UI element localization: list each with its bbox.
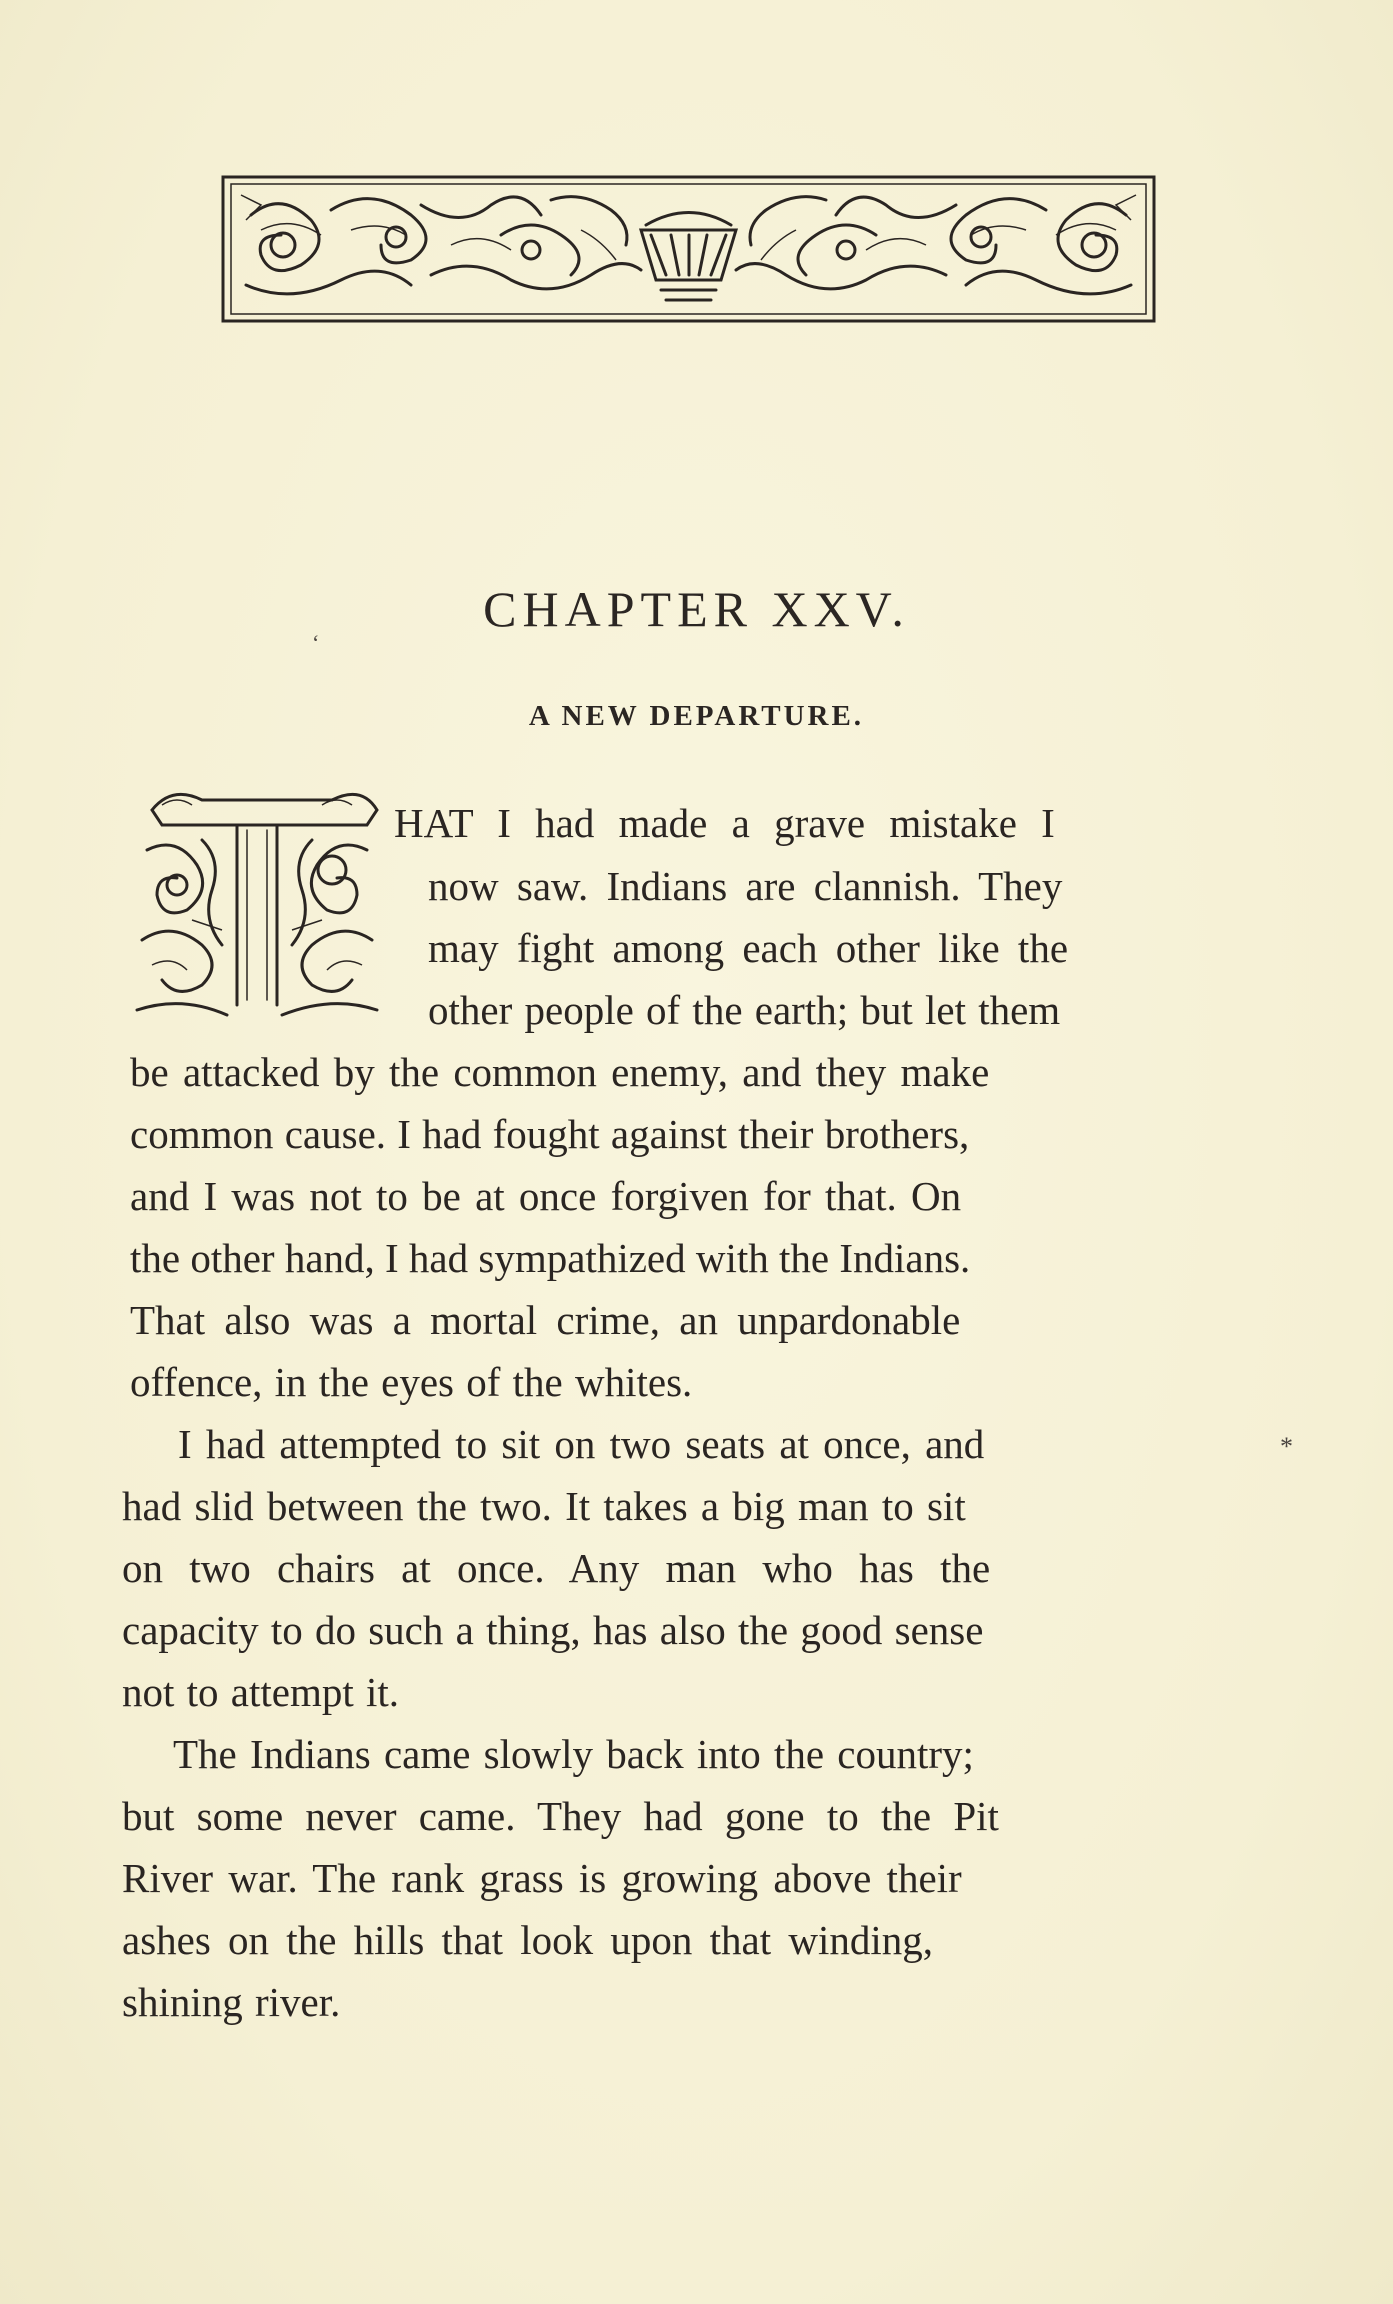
text-line: now saw. Indians are clannish. They [428, 863, 1063, 909]
text-line: on two chairs at once. Any man who has the [122, 1545, 991, 1591]
text-line: HAT I had made a grave mistake I [394, 800, 1055, 846]
text-line: River war. The rank grass is growing above their [122, 1855, 962, 1901]
ornamental-headpiece-icon [221, 175, 1156, 323]
text-line: That also was a mortal crime, an unpardonable [130, 1297, 961, 1343]
text-line: be attacked by the common enemy, and they make [130, 1049, 990, 1095]
text-line: the other hand, I had sympathized with the Indians. [130, 1235, 971, 1281]
chapter-title: CHAPTER XXV. [483, 581, 910, 637]
text-line: I had attempted to sit on two seats at once, and [178, 1421, 985, 1467]
text-line: other people of the earth; but let them [428, 987, 1061, 1033]
text-line: and I was not to be at once forgiven for that. On [130, 1173, 962, 1219]
stray-mark: ‘ [312, 630, 320, 655]
text-line: but some never came. They had gone to the Pit [122, 1793, 999, 1839]
text-line: may fight among each other like the [428, 925, 1069, 971]
text-line: offence, in the eyes of the whites. [130, 1359, 693, 1405]
drop-cap-icon [132, 770, 382, 1030]
text-line: not to attempt it. [122, 1669, 400, 1715]
text-line: The Indians came slowly back into the country; [173, 1731, 974, 1777]
text-line: had slid between the two. It takes a big man to sit [122, 1483, 966, 1529]
text-line: capacity to do such a thing, has also the good sense [122, 1607, 984, 1653]
chapter-subtitle: A NEW DEPARTURE. [528, 700, 865, 732]
text-line: ashes on the hills that look upon that winding, [122, 1917, 934, 1963]
text-line: common cause. I had fought against their brothers, [130, 1111, 970, 1157]
text-line: shining river. [122, 1979, 341, 2025]
stray-mark: * [1280, 1432, 1293, 1461]
